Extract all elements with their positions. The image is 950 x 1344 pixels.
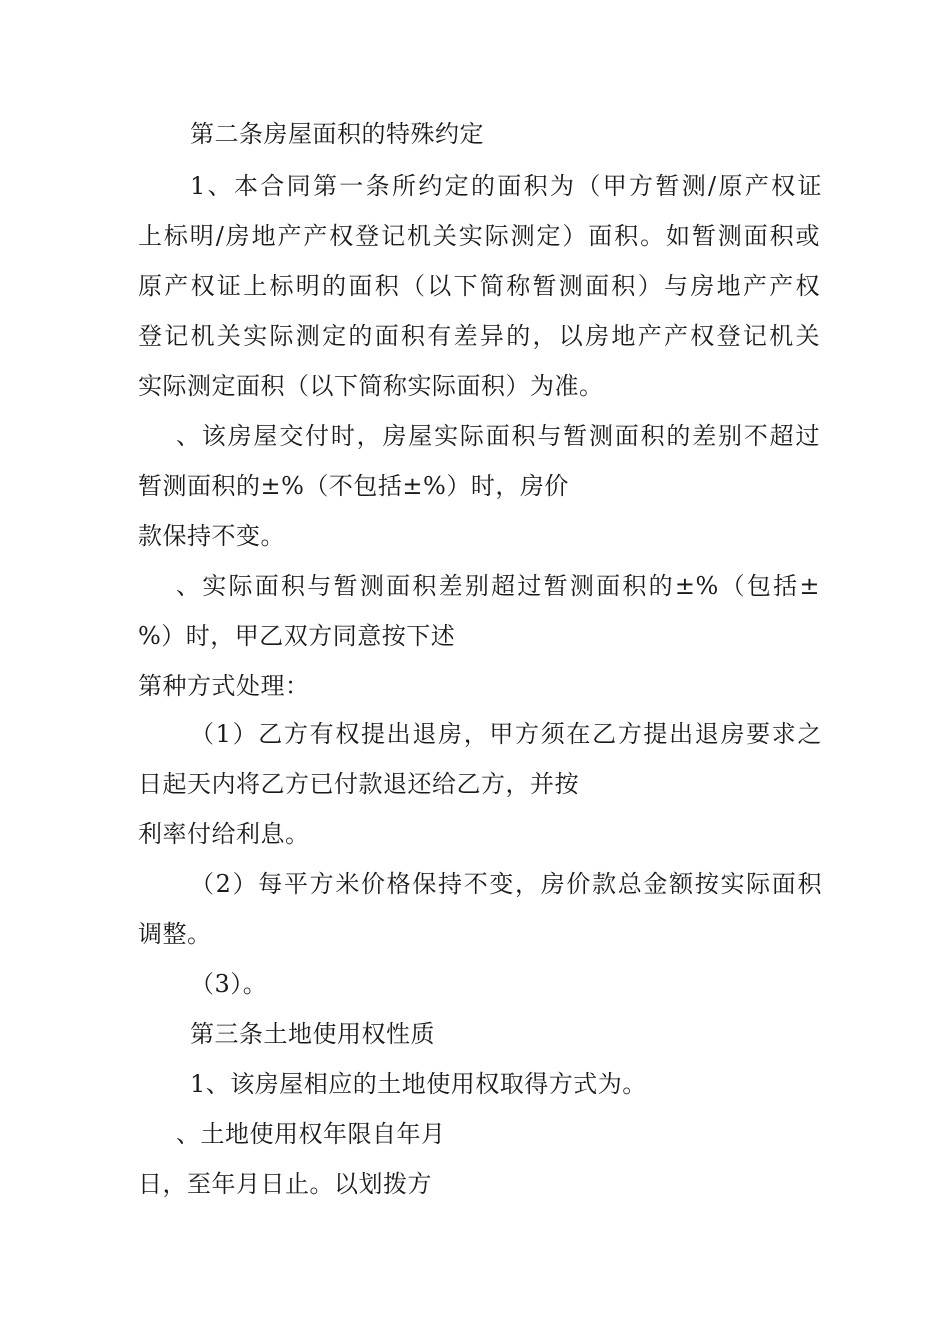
paragraph-line: 、该房屋交付时，房屋实际面积与暂测面积的差别不超过 (176, 422, 820, 450)
paragraph-line: 、实际面积与暂测面积差别超过暂测面积的±%（包括± (176, 572, 820, 600)
paragraph-line: 日起天内将乙方已付款退还给乙方，并按 (138, 770, 579, 798)
paragraph-line: （1）乙方有权提出退房，甲方须在乙方提出退房要求之 (190, 720, 822, 748)
paragraph-line: %）时，甲乙双方同意按下述 (138, 622, 456, 650)
paragraph-line: 原产权证上标明的面积（以下简称暂测面积）与房地产产权 (138, 272, 820, 300)
paragraph-line: 、土地使用权年限自年月 (176, 1120, 446, 1148)
article-2-heading: 第二条房屋面积的特殊约定 (190, 120, 484, 148)
paragraph-line: 暂测面积的±%（不包括±%）时，房价 (138, 472, 569, 500)
paragraph-line: 登记机关实际测定的面积有差异的，以房地产产权登记机关 (138, 322, 820, 350)
paragraph-line: 1、本合同第一条所约定的面积为（甲方暂测/原产权证 (190, 172, 822, 200)
paragraph-line: 款保持不变。 (138, 522, 285, 550)
paragraph-line: （2）每平方米价格保持不变，房价款总金额按实际面积 (190, 870, 822, 898)
paragraph-line: 利率付给利息。 (138, 820, 310, 848)
article-3-heading: 第三条土地使用权性质 (190, 1020, 435, 1048)
paragraph-line: 日，至年月日止。以划拨方 (138, 1170, 432, 1198)
paragraph-line: 上标明/房地产产权登记机关实际测定）面积。如暂测面积或 (138, 222, 820, 250)
paragraph-line: 1、该房屋相应的土地使用权取得方式为。 (190, 1070, 647, 1098)
paragraph-line: （3）。 (190, 970, 268, 998)
paragraph-line: 调整。 (138, 920, 212, 948)
paragraph-line: 实际测定面积（以下简称实际面积）为准。 (138, 372, 604, 400)
paragraph-line: 第种方式处理： (138, 672, 310, 700)
